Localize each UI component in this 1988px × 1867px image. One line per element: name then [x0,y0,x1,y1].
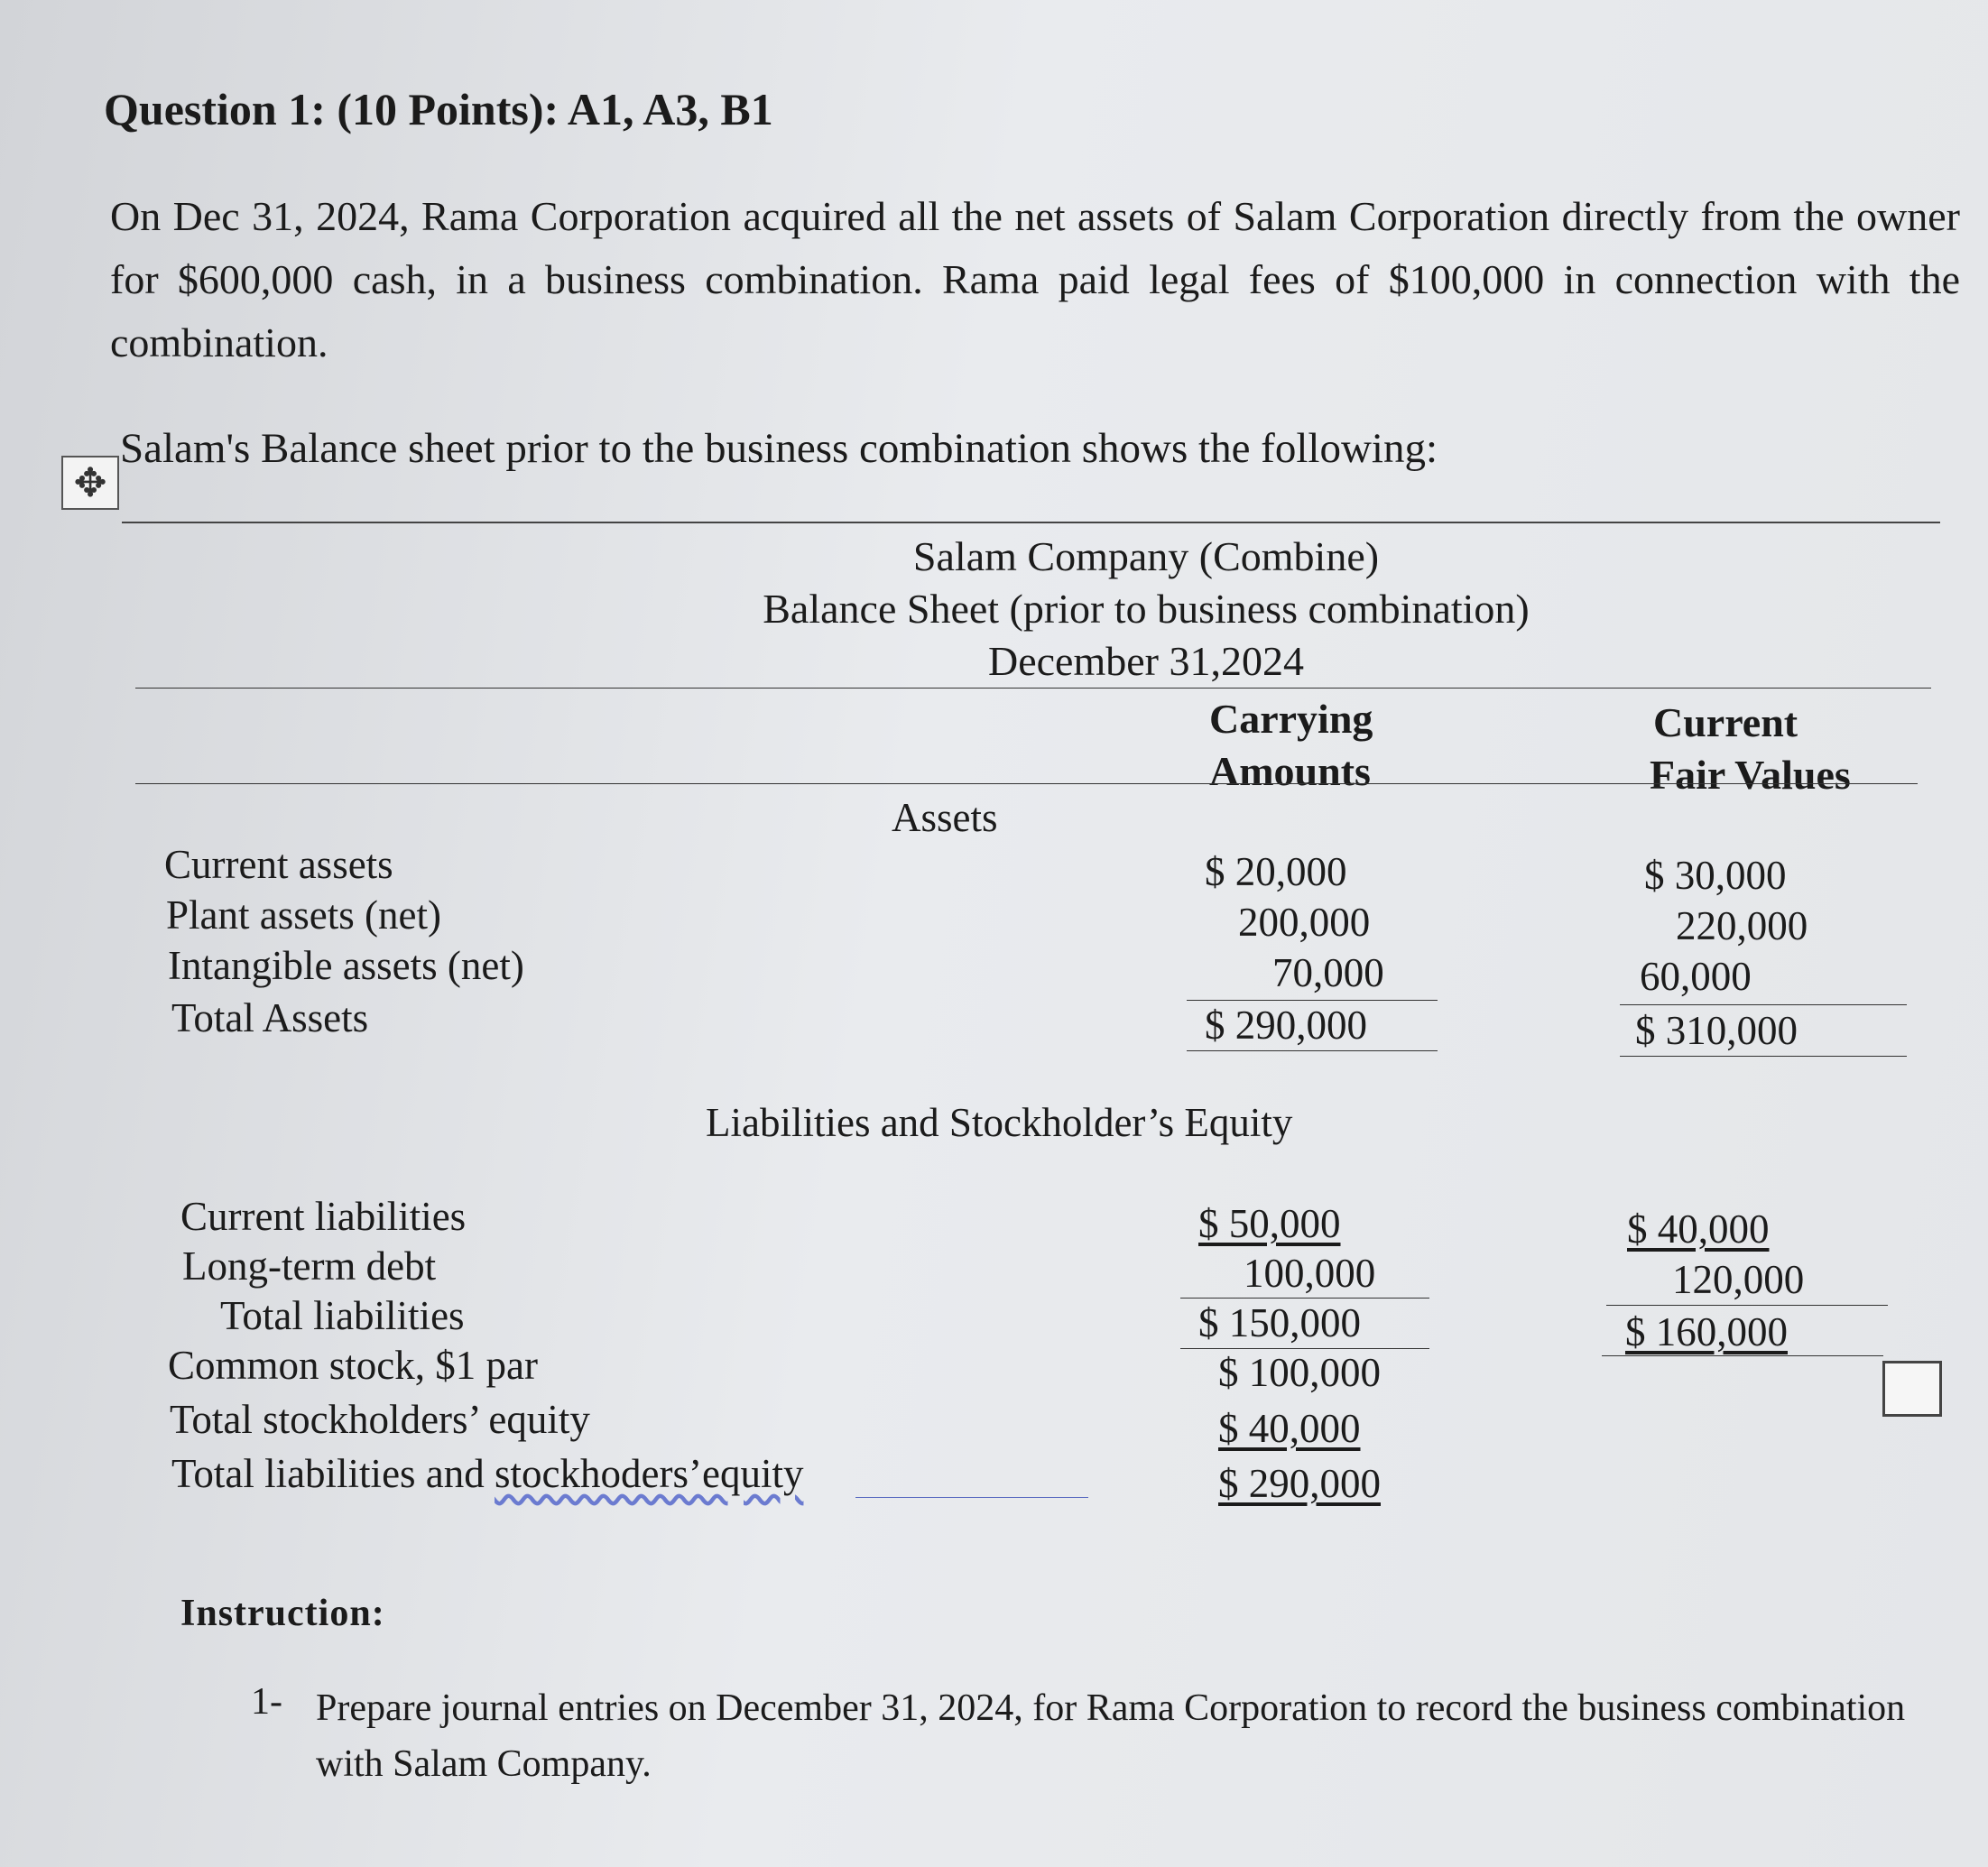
divider-colhead [135,783,1918,784]
asset-label: Plant assets (net) [166,892,441,938]
liab-equity-total: $ 290,000 [1218,1461,1381,1506]
equity-carrying: $ 100,000 [1218,1350,1381,1395]
asset-carrying: 70,000 [1272,950,1384,995]
asset-carrying: 200,000 [1238,900,1371,945]
rule [1180,1298,1429,1299]
liability-fair: 120,000 [1672,1257,1805,1302]
asset-label: Current assets [164,842,393,887]
asset-fair: 60,000 [1640,954,1752,999]
rule [1187,1050,1438,1051]
rule [1620,1056,1907,1057]
asset-fair: $ 30,000 [1644,853,1787,898]
liability-label: Common stock, $1 par [168,1343,538,1388]
asset-fair-total: $ 310,000 [1635,1008,1798,1053]
balance-sheet-intro: Salam's Balance sheet prior to the business combination shows the following: [120,425,1438,472]
rule [1187,1000,1438,1001]
assets-heading: Assets [892,795,998,840]
instruction-number: 1- [251,1681,282,1723]
asset-carrying-total: $ 290,000 [1205,1003,1367,1048]
liability-label: Total liabilities and stockhoders’equity [171,1451,804,1496]
statement-date: December 31,2024 [988,638,1304,684]
liability-label: Total liabilities [220,1293,465,1338]
liabilities-heading: Liabilities and Stockholder’s Equity [706,1100,1293,1145]
question-title: Question 1: (10 Points): A1, A3, B1 [104,84,773,134]
liability-carrying: 100,000 [1244,1251,1376,1296]
liability-fair: $ 40,000 [1627,1206,1770,1252]
col-fair-head: Current Fair Values [1650,699,1851,798]
empty-checkbox-icon[interactable] [1882,1361,1942,1417]
asset-label: Intangible assets (net) [168,943,524,988]
rule [1602,1355,1883,1356]
liability-carrying-total: $ 150,000 [1198,1300,1361,1345]
liability-label: Current liabilities [180,1194,467,1239]
company-name: Salam Company (Combine) [912,533,1380,579]
statement-title: Balance Sheet (prior to business combination) [763,586,1530,632]
col-carrying-head: Carrying Amounts [1209,696,1373,794]
equity-carrying-total: $ 40,000 [1218,1406,1361,1451]
instruction-heading: Instruction: [180,1593,385,1634]
liability-label: Long-term debt [182,1243,437,1289]
problem-paragraph: On Dec 31, 2024, Rama Corporation acquired all the net assets of Salam Corporation directly from the owner for $600,000 cash, in a business combination. Rama paid legal fees of $100,000 in connection with the combination. [110,193,1960,365]
divider-header [135,688,1931,689]
liability-label: Total stockholders’ equity [170,1397,590,1442]
rule [1606,1305,1888,1306]
asset-label: Total Assets [171,995,369,1040]
rule [1620,1004,1907,1005]
move-arrows-icon[interactable]: ✥ [61,456,119,510]
liability-fair-total: $ 160,000 [1625,1309,1788,1354]
rule [855,1497,1088,1498]
divider-top [122,522,1940,523]
asset-carrying: $ 20,000 [1205,849,1347,894]
liability-carrying: $ 50,000 [1198,1201,1341,1246]
asset-fair: 220,000 [1676,903,1808,948]
instruction-text: Prepare journal entries on December 31, 2024, for Rama Corporation to record the business combination with Salam Company. [316,1687,1906,1785]
